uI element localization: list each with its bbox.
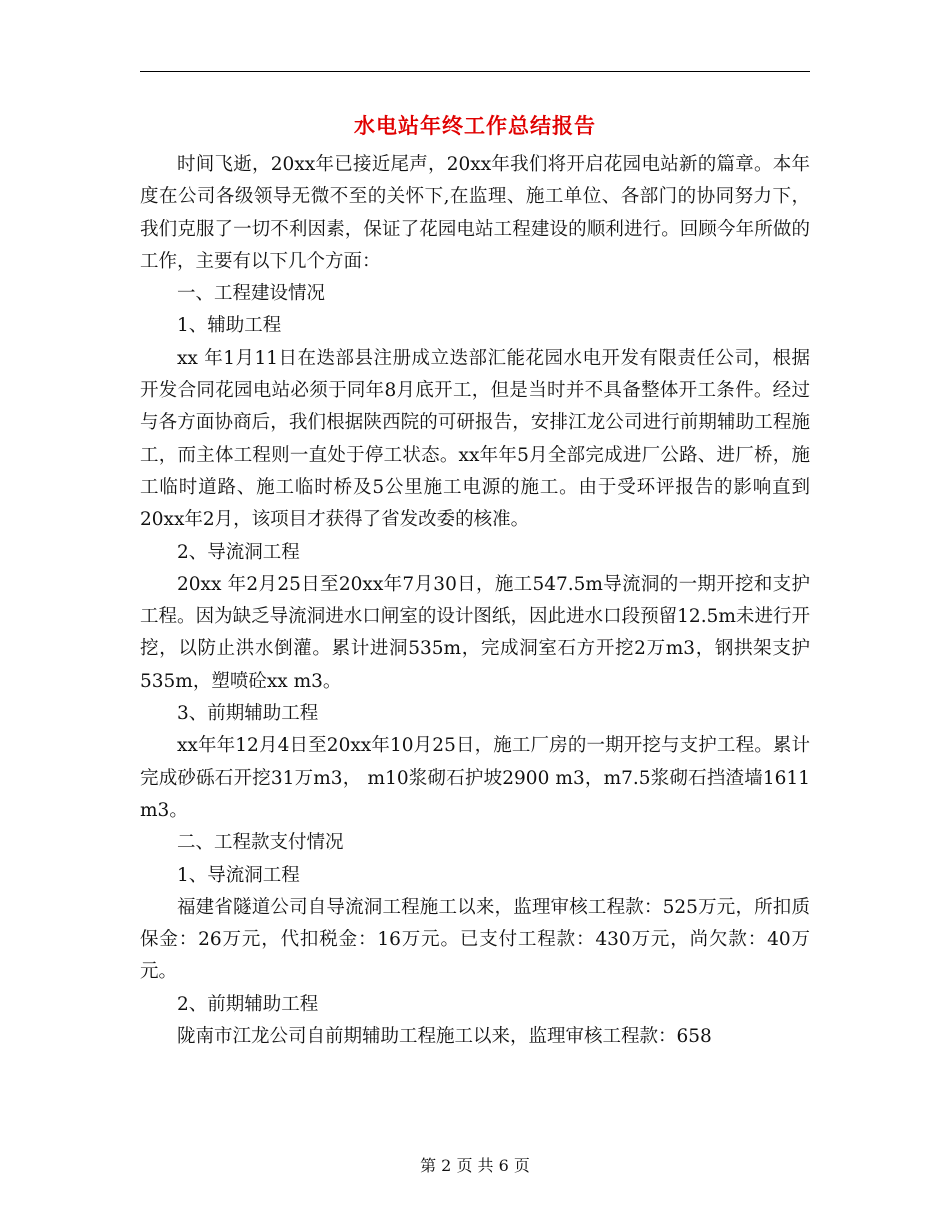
page-number: 第 2 页 共 6 页: [420, 1156, 530, 1175]
subsection-heading: 1、导流洞工程: [177, 864, 300, 886]
subsection-heading: 3、前期辅助工程: [177, 703, 319, 725]
body-paragraph: xx 年1月11日在迭部县注册成立迭部汇能花园水电开发有限责任公司，根据开发合同花园电站必须于同年8月底开工，但是当时并不具备整体开工条件。经过与各方面协商后，我们根据陕西院的可研报告，安排江龙公司进行前期辅助工程施工，而主体工程则一直处于停工状态。xx年年5月全部完成进厂公路、进厂桥，施工临时道路、施工临时桥及5公里施工电源的施工。由于受环评报告的影响直到20xx年2月，该项目才获得了省发改委的核准。: [140, 347, 810, 531]
body-paragraph: 20xx 年2月25日至20xx年7月30日，施工547.5m导流洞的一期开挖和支护工程。因为缺乏导流洞进水口闸室的设计图纸，因此进水口段预留12.5m未进行开挖，以防止洪水倒灌。累计进洞535m，完成洞室石方开挖2万m3，钢拱架支护535m，塑喷砼xx m3。: [140, 573, 810, 692]
section-heading: 二、工程款支付情况: [177, 832, 344, 854]
subsection-heading: 2、导流洞工程: [177, 541, 300, 563]
document-body: [140, 149, 810, 1053]
body-paragraph: xx年年12月4日至20xx年10月25日，施工厂房的一期开挖与支护工程。累计完成砂砾石开挖31万m3， m10浆砌石护坡2900 m3，m7.5浆砌石挡渣墙1611 m3。: [140, 735, 810, 821]
body-paragraph: 福建省隧道公司自导流洞工程施工以来，监理审核工程款：525万元，所扣质保金：26万元，代扣税金：16万元。已支付工程款：430万元，尚欠款：40万元。: [140, 896, 810, 983]
header-rule: [140, 71, 810, 72]
document-title: 水电站年终工作总结报告: [354, 113, 596, 138]
subsection-heading: 1、辅助工程: [177, 315, 282, 337]
section-heading: 一、工程建设情况: [177, 283, 326, 305]
body-paragraph: 陇南市江龙公司自前期辅助工程施工以来，监理审核工程款：658: [177, 1026, 712, 1048]
intro-paragraph: 时间飞逝，20xx年已接近尾声，20xx年我们将开启花园电站新的篇章。本年度在公司各级领导无微不至的关怀下,在监理、施工单位、各部门的协同努力下，我们克服了一切不利因素，保证了花园电站工程建设的顺利进行。回顾今年所做的工作，主要有以下几个方面：: [140, 154, 810, 272]
subsection-heading: 2、前期辅助工程: [177, 993, 319, 1015]
